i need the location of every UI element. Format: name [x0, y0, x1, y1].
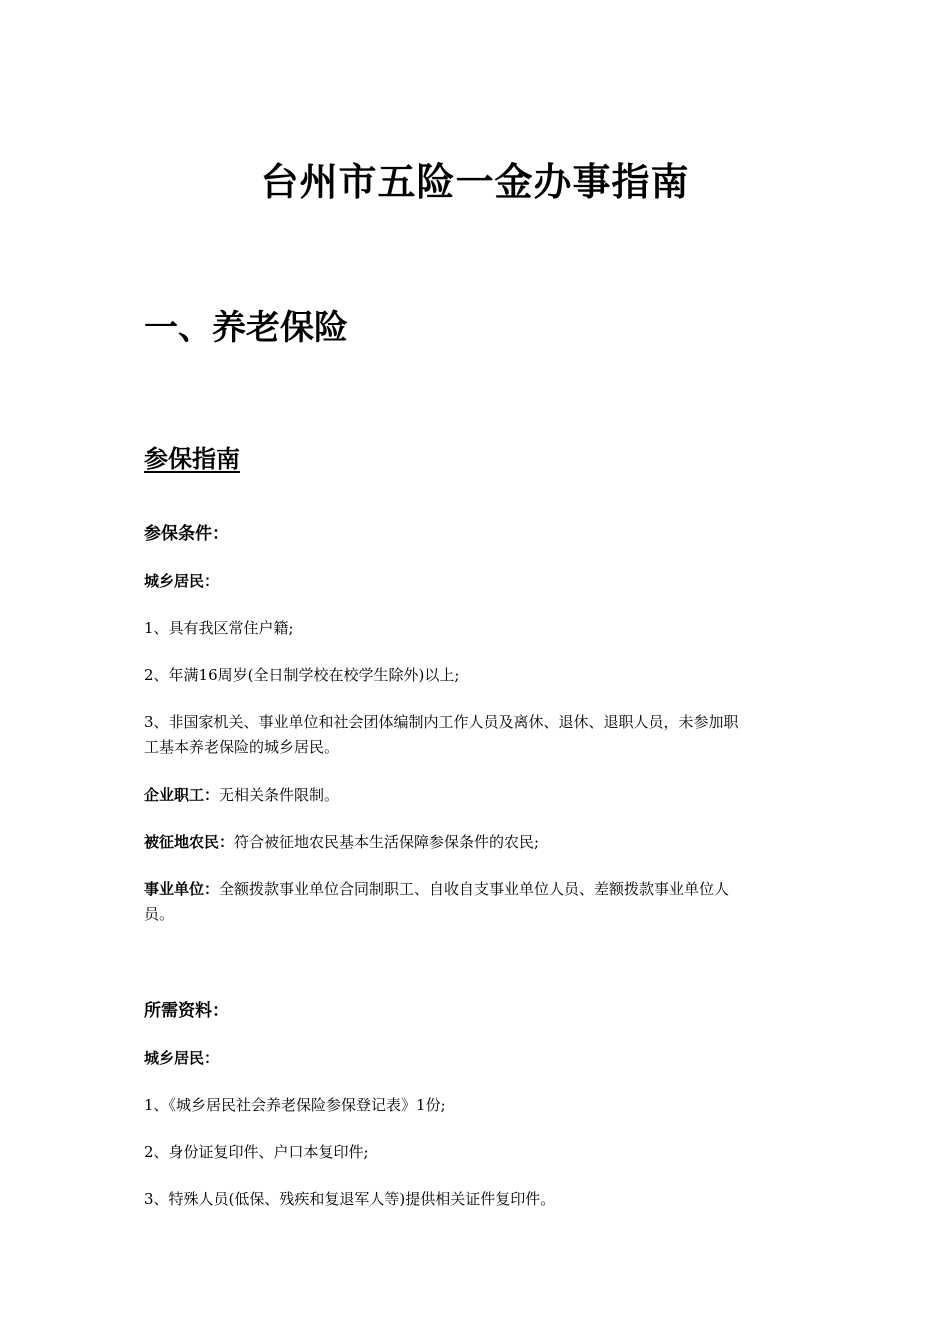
label-urban-rural: 城乡居民： — [144, 572, 220, 590]
text-landless-farmers: 符合被征地农民基本生活保障参保条件的农民; — [234, 833, 540, 851]
condition-item-3-line-2: 工基本养老保险的城乡居民。 — [144, 738, 340, 756]
section-heading-pension: 一、养老保险 — [144, 308, 348, 348]
label-institution: 事业单位： — [144, 880, 220, 898]
condition-item-3 — [144, 710, 812, 760]
condition-institution — [144, 877, 812, 927]
condition-item-3-line-1: 3、非国家机关、事业单位和社会团体编制内工作人员及离休、退休、退职人员，未参加职 — [144, 713, 739, 731]
materials-heading: 所需资料： — [144, 1001, 229, 1021]
condition-item-2: 2、年满16周岁(全日制学校在校学生除外)以上; — [144, 666, 460, 684]
materials-urban-rural-label — [144, 1046, 812, 1071]
material-item-3: 3、特殊人员(低保、残疾和复退军人等)提供相关证件复印件。 — [144, 1190, 556, 1208]
text-institution-line-2: 员。 — [144, 905, 175, 923]
condition-landless-farmers — [144, 830, 812, 855]
conditions-heading: 参保条件： — [144, 524, 229, 544]
text-enterprise: 无相关条件限制。 — [219, 786, 340, 804]
conditions-urban-rural-label — [144, 569, 812, 594]
material-item-1: 1、《城乡居民社会养老保险参保登记表》1份; — [144, 1096, 446, 1114]
label-landless-farmers: 被征地农民： — [144, 833, 235, 851]
label-materials-urban-rural: 城乡居民： — [144, 1049, 220, 1067]
condition-enterprise — [144, 783, 812, 808]
label-enterprise: 企业职工： — [144, 786, 220, 804]
text-institution-line-1: 全额拨款事业单位合同制职工、自收自支事业单位人员、差额拨款事业单位人 — [219, 880, 730, 898]
subsection-heading-enrollment-guide: 参保指南 — [144, 445, 240, 473]
document-title: 台州市五险一金办事指南 — [260, 160, 690, 204]
condition-item-1: 1、具有我区常住户籍; — [144, 619, 294, 637]
material-item-2: 2、身份证复印件、户口本复印件; — [144, 1143, 369, 1161]
